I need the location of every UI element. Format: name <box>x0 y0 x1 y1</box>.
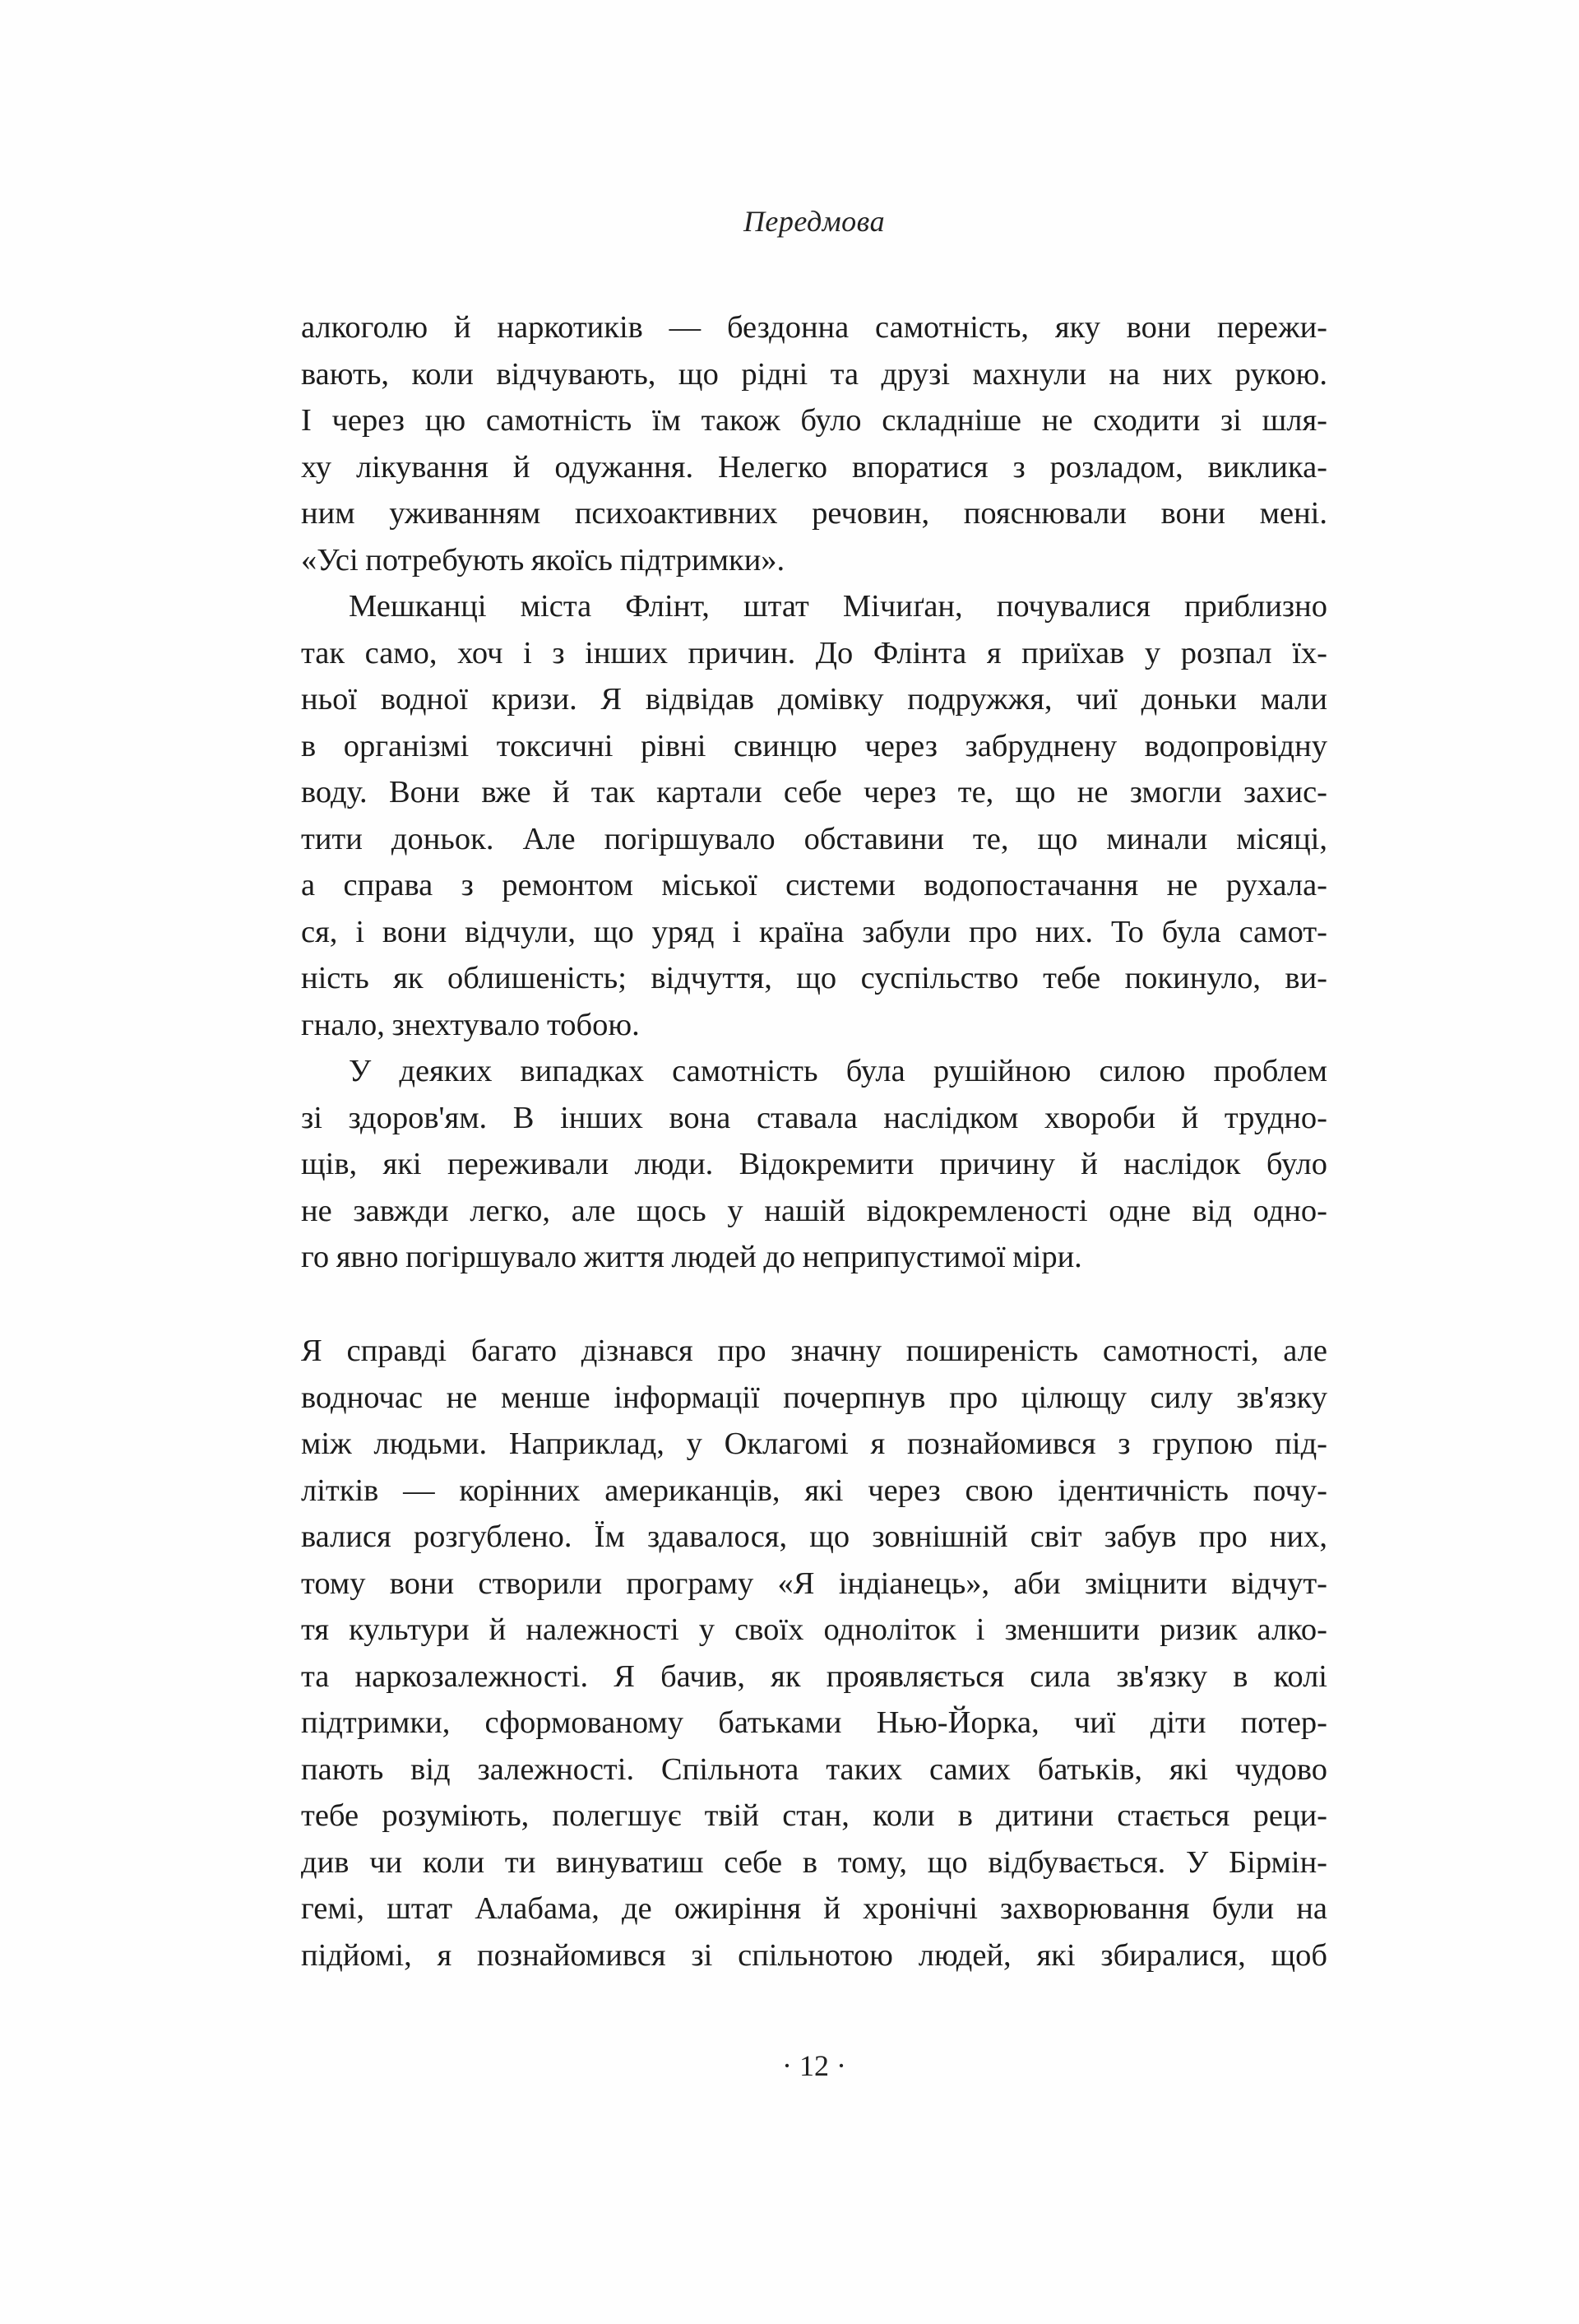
text-line: У деяких випадках самотність була рушійною силою проблем <box>349 1054 1327 1088</box>
text-line: Мешканці міста Флінт, штат Мічиґан, почувалися приблизно <box>349 589 1327 624</box>
paragraph <box>301 304 1327 583</box>
text-line: ньої водної кризи. Я відвідав домівку подружжя, чиї доньки мали <box>301 682 1327 717</box>
text-line: пають від залежності. Спільнота таких самих батьків, які чудово <box>301 1751 1327 1787</box>
text-line: тити доньок. Але погіршувало обставини те, що минали місяці, <box>301 821 1327 856</box>
text-line: тя культури й належності у своїх одноліток і зменшити ризик алко- <box>301 1612 1327 1647</box>
text-line: в організмі токсичні рівні свинцю через забруднену водопровідну <box>301 728 1327 763</box>
text-line: воду. Вони вже й так картали себе через те, що не змогли захис- <box>301 775 1327 809</box>
text-line: тому вони створили програму «Я індіанець», аби зміцнити відчут- <box>301 1566 1327 1601</box>
text-line: див чи коли ти винуватиш себе в тому, що відбувається. У Бірмін- <box>301 1844 1327 1880</box>
text-line: водночас не менше інформації почерпнув про цілющу силу зв'язку <box>301 1380 1327 1415</box>
text-line: вають, коли відчувають, що рідні та друзі махнули на них рукою. <box>301 356 1327 392</box>
text-line: ху лікування й одужання. Нелегко впоратися з розладом, виклика- <box>301 449 1327 485</box>
text-line: ність як облишеність; відчуття, що суспільство тебе покинуло, ви- <box>301 961 1327 995</box>
text-line: ся, і вони відчули, що уряд і країна забули про них. То була самот- <box>301 914 1327 949</box>
text-line: Я справді багато дізнався про значну поширеність самотності, але <box>301 1334 1327 1368</box>
text-section-2 <box>301 1328 1327 1978</box>
text-line: щів, які переживали люди. Відокремити причину й наслідок було <box>301 1147 1327 1181</box>
text-line: між людьми. Наприклад, у Оклагомі я познайомився з групою під- <box>301 1426 1327 1461</box>
text-line: а справа з ремонтом міської системи водопостачання не рухала- <box>301 868 1327 902</box>
page-number: · 12 · <box>782 2049 846 2082</box>
text-line: «Усі потребують якоїсь підтримки». <box>301 542 785 578</box>
text-line: підтримки, сформованому батьками Нью-Йорка, чиї діти потер- <box>301 1705 1327 1740</box>
paragraph <box>301 1048 1327 1281</box>
text-line: та наркозалежності. Я бачив, як проявляється сила зв'язку в колі <box>301 1658 1327 1694</box>
text-line: алкоголю й наркотиків — бездонна самотність, яку вони пережи- <box>301 310 1327 345</box>
paragraph <box>301 583 1327 1048</box>
paragraph <box>301 1328 1327 1978</box>
text-line: так само, хоч і з інших причин. До Флінта я приїхав у розпал їх- <box>301 635 1327 670</box>
text-line: І через цю самотність їм також було складніше не сходити зі шля- <box>301 403 1327 438</box>
text-line: гемі, штат Алабама, де ожиріння й хронічні захворювання були на <box>301 1891 1327 1926</box>
text-line: ним уживанням психоактивних речовин, пояснювали вони мені. <box>301 496 1327 531</box>
text-line: гнало, знехтувало тобою. <box>301 1007 640 1042</box>
text-line: не завжди легко, але щось у нашій відокремленості одне від одно- <box>301 1193 1327 1228</box>
text-line: тебе розуміють, полегшує твій стан, коли в дитини стається реци- <box>301 1798 1327 1833</box>
text-line: валися розгублено. Їм здавалося, що зовнішній світ забув про них, <box>301 1519 1327 1554</box>
text-section-1 <box>301 304 1327 1281</box>
text-line: го явно погіршувало життя людей до неприпустимої міри. <box>301 1240 1082 1274</box>
text-line: літків — корінних американців, які через свою ідентичність почу- <box>301 1473 1327 1508</box>
text-line: зі здоров'ям. В інших вона ставала наслідком хвороби й трудно- <box>301 1100 1327 1135</box>
text-line: підйомі, я познайомився зі спільнотою людей, які збиралися, щоб <box>301 1937 1327 1973</box>
running-head: Передмова <box>743 205 886 238</box>
